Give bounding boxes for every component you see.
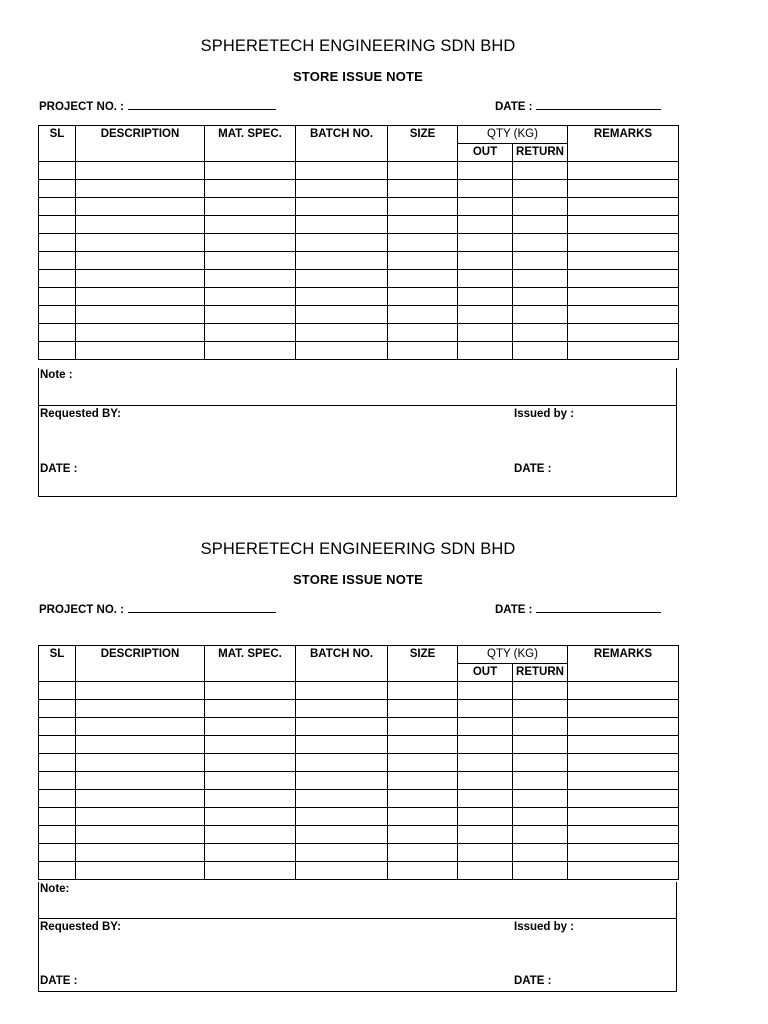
col-batch-no: BATCH NO. [296,126,388,162]
table-row[interactable] [39,342,679,360]
table-row[interactable] [39,198,679,216]
signature-box[interactable] [38,919,677,992]
table-row[interactable] [39,324,679,342]
col-size: SIZE [388,646,458,682]
project-no-field[interactable] [39,98,276,113]
requested-date-label: DATE : [40,463,78,475]
table-row[interactable] [39,682,679,700]
note-label: Note: [40,883,70,895]
col-remarks: REMARKS [568,646,679,682]
table-row[interactable] [39,216,679,234]
items-table [38,645,679,880]
col-qty: QTY (KG) [458,126,568,144]
company-name: SPHERETECH ENGINEERING SDN BHD [200,37,516,55]
table-row[interactable] [39,306,679,324]
form-title: STORE ISSUE NOTE [292,69,424,84]
col-remarks: REMARKS [568,126,679,162]
issued-by-label: Issued by : [514,408,575,420]
table-row[interactable] [39,808,679,826]
table-row[interactable] [39,288,679,306]
col-qty: QTY (KG) [458,646,568,664]
table-row[interactable] [39,234,679,252]
col-mat-spec: MAT. SPEC. [205,126,296,162]
table-row[interactable] [39,772,679,790]
table-header-row [39,646,679,664]
project-no-label: PROJECT NO. : [39,604,124,616]
date-label: DATE : [495,604,533,616]
signature-box[interactable] [38,406,677,497]
note-box[interactable] [38,882,677,919]
table-row[interactable] [39,180,679,198]
col-qty-return: RETURN [513,664,568,682]
table-row[interactable] [39,700,679,718]
table-row[interactable] [39,862,679,880]
company-name: SPHERETECH ENGINEERING SDN BHD [200,540,516,558]
date-blank[interactable] [536,98,661,110]
date-label: DATE : [495,101,533,113]
issued-date-label: DATE : [514,463,552,475]
col-description: DESCRIPTION [76,126,205,162]
date-blank[interactable] [536,601,661,613]
items-table [38,125,679,360]
table-row[interactable] [39,718,679,736]
table-row[interactable] [39,844,679,862]
project-no-blank[interactable] [128,98,276,110]
col-qty-return: RETURN [513,144,568,162]
note-label: Note : [40,369,73,381]
project-no-field[interactable] [39,601,276,616]
table-row[interactable] [39,736,679,754]
issued-by-label: Issued by : [514,921,575,933]
requested-date-label: DATE : [40,975,78,987]
date-field[interactable] [495,98,661,113]
col-qty-out: OUT [458,664,513,682]
table-row[interactable] [39,826,679,844]
requested-by-label: Requested BY: [40,921,121,933]
date-field[interactable] [495,601,661,616]
col-size: SIZE [388,126,458,162]
table-row[interactable] [39,270,679,288]
table-row[interactable] [39,754,679,772]
form-title: STORE ISSUE NOTE [292,572,424,587]
table-header-row [39,126,679,144]
issued-date-label: DATE : [514,975,552,987]
table-row[interactable] [39,790,679,808]
col-sl: SL [39,126,76,162]
table-row[interactable] [39,162,679,180]
col-mat-spec: MAT. SPEC. [205,646,296,682]
requested-by-label: Requested BY: [40,408,121,420]
project-no-blank[interactable] [128,601,276,613]
col-description: DESCRIPTION [76,646,205,682]
note-box[interactable] [38,368,677,406]
col-batch-no: BATCH NO. [296,646,388,682]
col-qty-out: OUT [458,144,513,162]
table-row[interactable] [39,252,679,270]
col-sl: SL [39,646,76,682]
project-no-label: PROJECT NO. : [39,101,124,113]
